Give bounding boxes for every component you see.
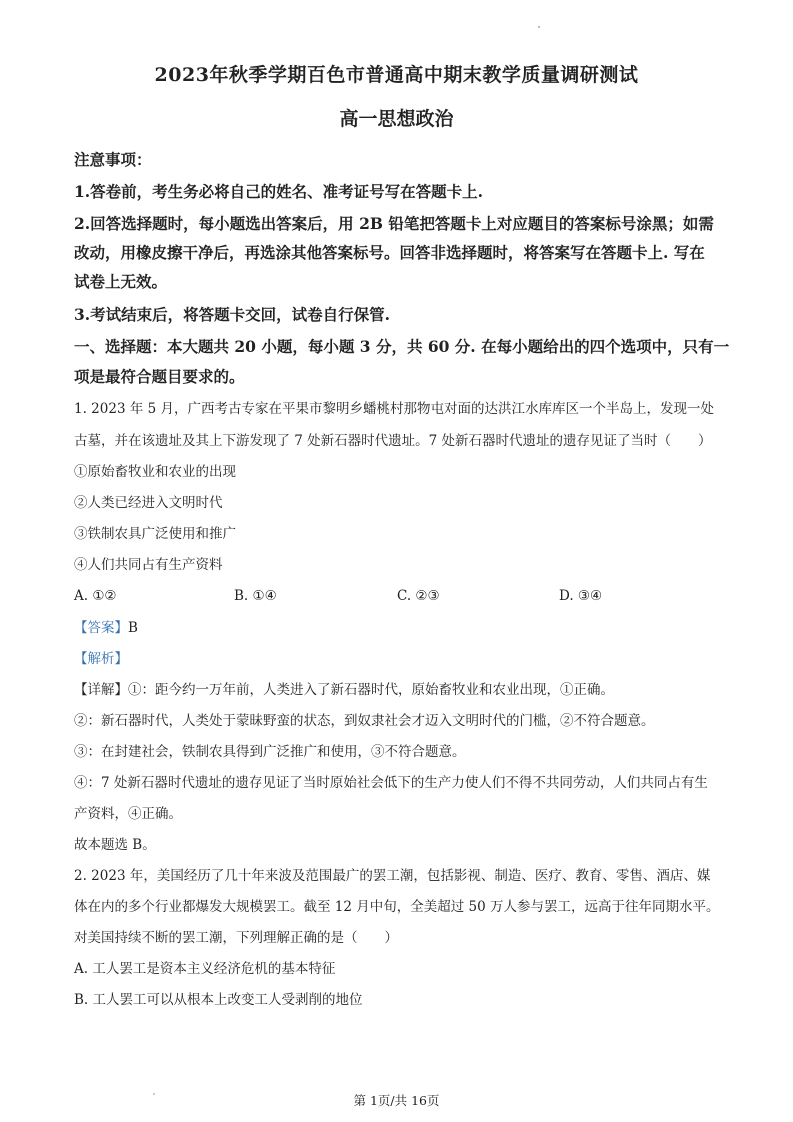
q1-option-b: B. ①④ <box>234 588 277 604</box>
page-number: 第 1页/共 16页 <box>353 1093 440 1108</box>
q1-detail-line-5: 产资料，④正确。 <box>74 806 182 822</box>
notice-item-3: 3.考试结束后，将答题卡交回，试卷自行保管. <box>74 305 391 324</box>
q1-answer <box>74 619 138 637</box>
notice-heading: 注意事项： <box>74 150 152 169</box>
notice-item-1: 1.答卷前，考生务必将自己的姓名、准考证号写在答题卡上. <box>74 182 484 201</box>
q1-option-a: A. ①② <box>74 588 117 604</box>
q1-stem-line-2: 古墓，并在该遗址及其上下游发现了 7 处新石器时代遗址。7 处新石器时代遗址的遗存见证了当时（ ） <box>74 433 712 449</box>
q1-option-c: C. ②③ <box>397 588 440 604</box>
q1-statement-1: ①原始畜牧业和农业的出现 <box>74 464 236 480</box>
q1-option-d: D. ③④ <box>559 588 603 604</box>
notice-item-2-line-3: 试卷上无效。 <box>74 272 168 291</box>
answer-value: B <box>128 620 138 636</box>
q1-stem-line-1: 1. 2023 年 5 月，广西考古专家在平果市黎明乡蟠桃村那物屯对面的达洪江水库库区一个半岛上，发现一处 <box>74 401 714 417</box>
q1-detail-line-3: ③：在封建社会，铁制农具得到广泛推广和使用，③不符合题意。 <box>74 744 466 760</box>
q1-detail-line-4: ④：7 处新石器时代遗址的遗存见证了当时原始社会低下的生产力使人们不得不共同劳动，人们共同占有生 <box>74 775 708 791</box>
q1-detail-line-2: ②：新石器时代，人类处于蒙昧野蛮的状态，到奴隶社会才迈入文明时代的门槛，②不符合题意。 <box>74 713 655 729</box>
section-1-heading-line-1: 一、选择题：本大题共 20 小题，每小题 3 分，共 60 分. 在每小题给出的四个选项中，只有一 <box>74 337 730 356</box>
q1-statement-2: ②人类已经进入文明时代 <box>74 495 223 511</box>
q1-detail-line-1: 【详解】①：距今约一万年前，人类进入了新石器时代，原始畜牧业和农业出现，①正确。 <box>74 682 614 698</box>
speck <box>538 26 540 28</box>
q1-statement-4: ④人们共同占有生产资料 <box>74 557 223 573</box>
notice-item-2-line-2: 改动，用橡皮擦干净后，再选涂其他答案标号。回答非选择题时，将答案写在答题卡上. 写在 <box>74 243 705 262</box>
q2-stem-line-2: 体在内的多个行业都爆发大规模罢工。截至 12 月中旬，全美超过 50 万人参与罢工，远高于往年同期水平。 <box>74 899 720 915</box>
q2-stem-line-1: 2. 2023 年，美国经历了几十年来波及范围最广的罢工潮，包括影视、制造、医疗、教育、零售、酒店、媒 <box>74 868 711 884</box>
exam-title: 2023年秋季学期百色市普通高中期末教学质量调研测试 <box>154 64 639 86</box>
q2-option-a: A. 工人罢工是资本主义经济危机的基本特征 <box>74 961 336 977</box>
answer-tag: 【答案】 <box>74 620 128 636</box>
subject-title: 高一思想政治 <box>339 108 454 130</box>
notice-item-2-line-1: 2.回答选择题时，每小题选出答案后，用 2B 铅笔把答题卡上对应题目的答案标号涂黑；如需 <box>74 214 714 233</box>
q1-statement-3: ③铁制农具广泛使用和推广 <box>74 526 236 542</box>
q1-conclusion: 故本题选 B。 <box>74 837 156 853</box>
q2-stem-line-3: 对美国持续不断的罢工潮，下列理解正确的是（ ） <box>74 930 398 946</box>
q2-option-b: B. 工人罢工可以从根本上改变工人受剥削的地位 <box>74 992 363 1008</box>
q1-analysis-tag: 【解析】 <box>74 651 128 667</box>
section-1-heading-line-2: 项是最符合题目要求的。 <box>74 367 245 386</box>
